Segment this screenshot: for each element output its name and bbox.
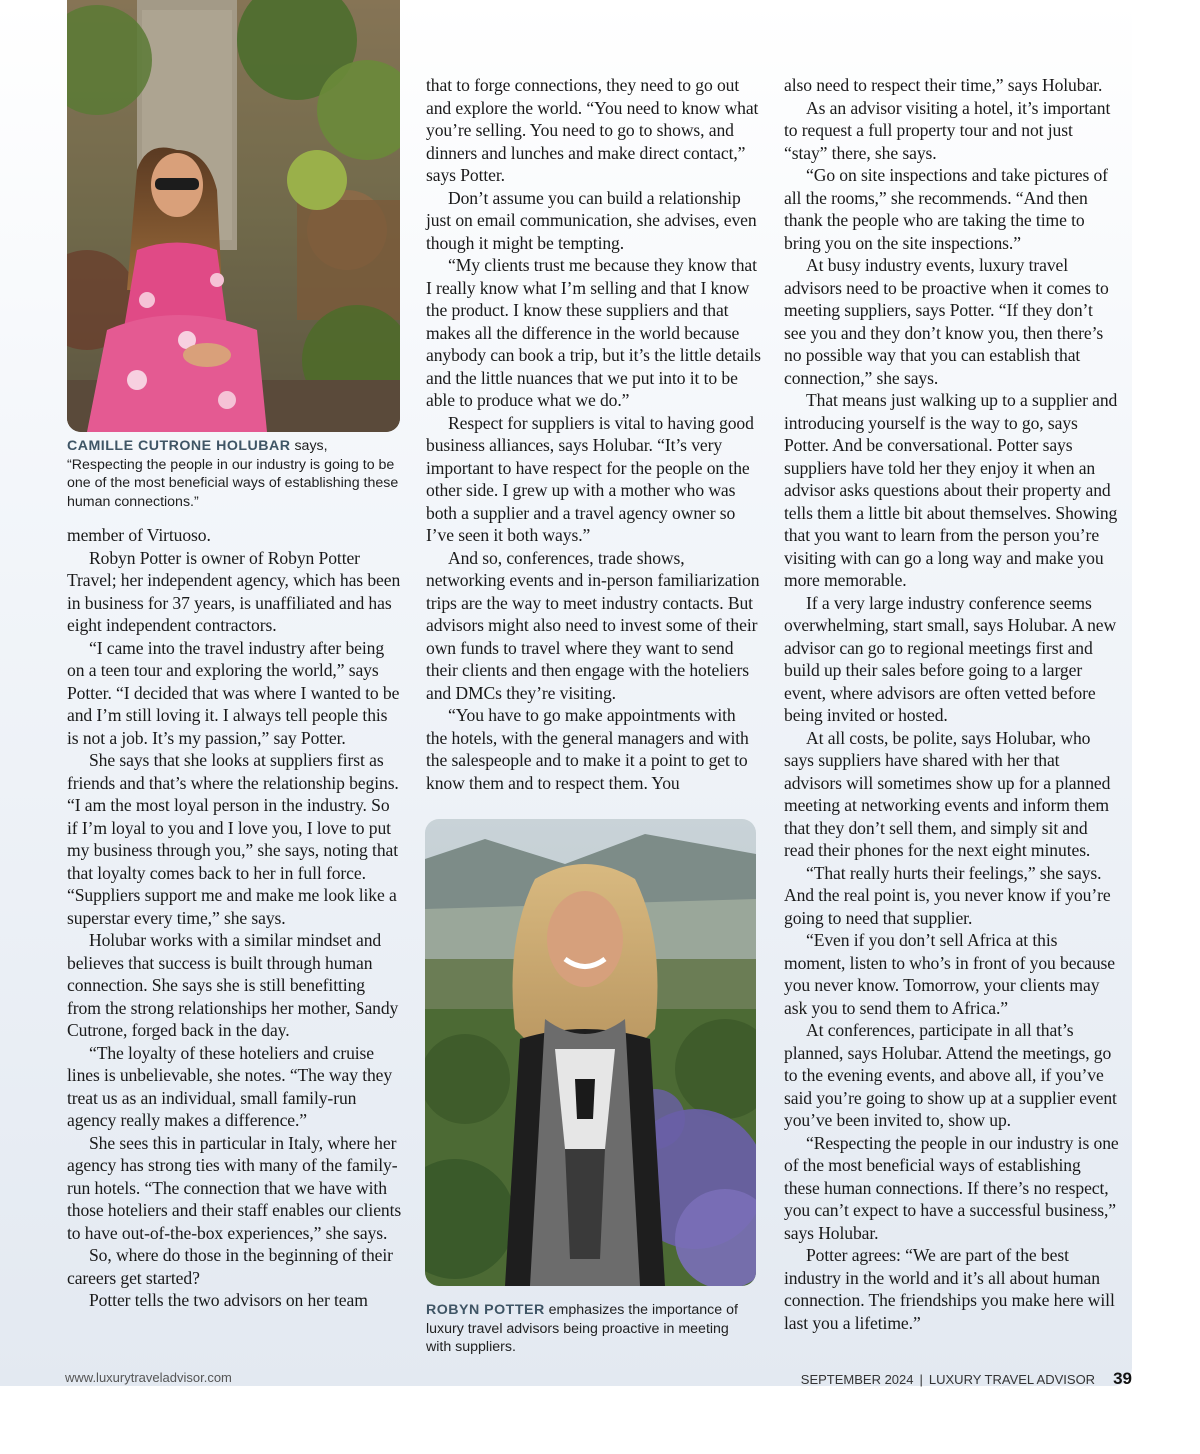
footer-website[interactable]: www.luxurytraveladvisor.com (65, 1370, 232, 1385)
photo-caption-potter (426, 1301, 756, 1357)
photo-robyn-potter (425, 819, 756, 1286)
footer-issue-info (801, 1369, 1132, 1389)
footer-separator: | (919, 1372, 923, 1387)
paragraph: Respect for suppliers is vital to having good business alliances, says Holubar. “It’s very important to have respect for the people on the other side. I grew up with a mother who was both a supplier and a travel agency owner so I’ve seen it both ways.” (426, 412, 754, 545)
paragraph: That means just walking up to a supplier and introducing yourself is the way to go, says Potter. And be conversational. Potter says suppliers have told her they enjoy it when an advisor asks questions about their property and tells them a little bit about themselves. Showing that you want to learn from the person you’re visiting with can go a long way and make you more memorable. (784, 390, 1118, 590)
article-column-3 (784, 74, 1119, 1334)
caption-name: CAMILLE CUTRONE HOLUBAR (67, 438, 291, 454)
caption-text: says, “Respecting the people in our industry is going to be one of the most beneficial ways of establishing these human connections.” (67, 438, 399, 510)
paragraph: “That really hurts their feelings,” she says. And the real point is, you never know if you’re going to need that supplier. (784, 862, 1111, 928)
paragraph: So, where do those in the beginning of their careers get started? (67, 1245, 393, 1288)
paragraph: Potter tells the two advisors on her team (89, 1290, 368, 1310)
paragraph: “You have to go make appointments with the hotels, with the general managers and with the salespeople and to make it a point to get to know them and to respect them. You (426, 705, 749, 793)
paragraph: At all costs, be polite, says Holubar, who says suppliers have shared with her that advisors will sometimes show up for a planned meeting at networking events and inform them that they don’t sell them, and simply sit and read their phones for the next eight minutes. (784, 727, 1111, 860)
paragraph: She sees this in particular in Italy, where her agency has strong ties with many of the family-run hotels. “The connection that we have with those hoteliers and their staff enables our clients to have out-of-the-box experiences,” she says. (67, 1132, 402, 1243)
photo-camille-holubar (67, 0, 400, 432)
footer-publication: LUXURY TRAVEL ADVISOR (928, 1372, 1096, 1387)
paragraph: If a very large industry conference seems overwhelming, start small, says Holubar. A new advisor can go to regional meetings first and build up their sales before going to a larger event, where advisors are often vetted before being invited or hosted. (784, 592, 1117, 725)
paragraph: And so, conferences, trade shows, networking events and in-person familiarization trips are the way to meet industry contacts. But advisors might also need to invest some of their own funds to travel where they want to send their clients and then engage with the hoteliers and DMCs they’re visiting. (426, 547, 760, 703)
page-number: 39 (1113, 1369, 1132, 1388)
paragraph: Robyn Potter is owner of Robyn Potter Travel; her independent agency, which has been in business for 37 years, is unaffiliated and has eight independent contractors. (67, 547, 401, 635)
footer-issue-date: SEPTEMBER 2024 (800, 1372, 914, 1387)
paragraph: Holubar works with a similar mindset and believes that success is built through human connection. She says she is still benefitting from the strong relationships her mother, Sandy Cutrone, forged back in the day. (67, 930, 399, 1040)
paragraph: Don’t assume you can build a relationship just on email communication, she advises, even though it might be tempting. (426, 187, 757, 253)
paragraph: She says that she looks at suppliers first as friends and that’s where the relationship begins. “I am the most loyal person in the industry. So if I’m loyal to you and I love you, I love to put my business through you,” she says, noting that that loyalty comes back to her in full force. “Suppliers support me and make me look like a superstar every time,” she says. (67, 750, 399, 928)
article-column-1 (67, 524, 402, 1312)
caption-name: ROBYN POTTER (426, 1302, 545, 1318)
paragraph: As an advisor visiting a hotel, it’s important to request a full property tour and not just “stay” there, she says. (784, 97, 1111, 163)
paragraph: At conferences, participate in all that’s planned, says Holubar. Attend the meetings, go to the evening events, and above all, if you’ve said you’re going to show up at a supplier event you’ve been invited to, show up. (784, 1020, 1117, 1130)
paragraph: “Respecting the people in our industry is one of the most beneficial ways of establishing these human connections. If there’s no respect, you can’t expect to have a successful business,” says Holubar. (784, 1132, 1119, 1243)
caption-text: emphasizes the importance of luxury travel advisors being proactive in meeting with suppliers. (426, 1302, 738, 1355)
photo-caption-holubar (67, 437, 407, 511)
paragraph: “Even if you don’t sell Africa at this moment, listen to who’s in front of you because you never know. Tomorrow, your clients may ask you to send them to Africa.” (784, 930, 1115, 1018)
paragraph: “My clients trust me because they know that I really know what I’m selling and that I know the product. I know these suppliers and that makes all the difference in the world because anybody can book a trip, but it’s the little details and the little nuances that we put into it to be able to produce what we do.” (426, 255, 761, 410)
paragraph: Potter agrees: “We are part of the best industry in the world and it’s all about human connection. The friendships you make here will last you a lifetime.” (784, 1245, 1115, 1333)
paragraph: that to forge connections, they need to go out and explore the world. “You need to know what you’re selling. You need to go to shows, and dinners and lunches and make direct contact,” says Potter. (426, 75, 759, 185)
paragraph: At busy industry events, luxury travel advisors need to be proactive when it comes to meeting suppliers, says Potter. “If they don’t see you and they don’t know you, then there’s no possible way that you can establish that connection,” she says. (784, 255, 1109, 388)
paragraph: member of Virtuoso. (67, 525, 211, 545)
paragraph: also need to respect their time,” says Holubar. (784, 75, 1103, 95)
paragraph: “The loyalty of these hoteliers and cruise lines is unbelievable, she notes. “The way they treat us as an individual, small family-run agency really makes a difference.” (67, 1042, 393, 1130)
paragraph: “Go on site inspections and take pictures of all the rooms,” she recommends. “And then thank the people who are taking the time to bring you on the site inspections.” (784, 165, 1108, 253)
paragraph: “I came into the travel industry after being on a teen tour and exploring the world,” says Potter. “I decided that was where I wanted to be and I’m still loving it. I always tell people this is not a job. It’s my passion,” say Potter. (67, 637, 400, 748)
article-column-2 (426, 74, 761, 794)
